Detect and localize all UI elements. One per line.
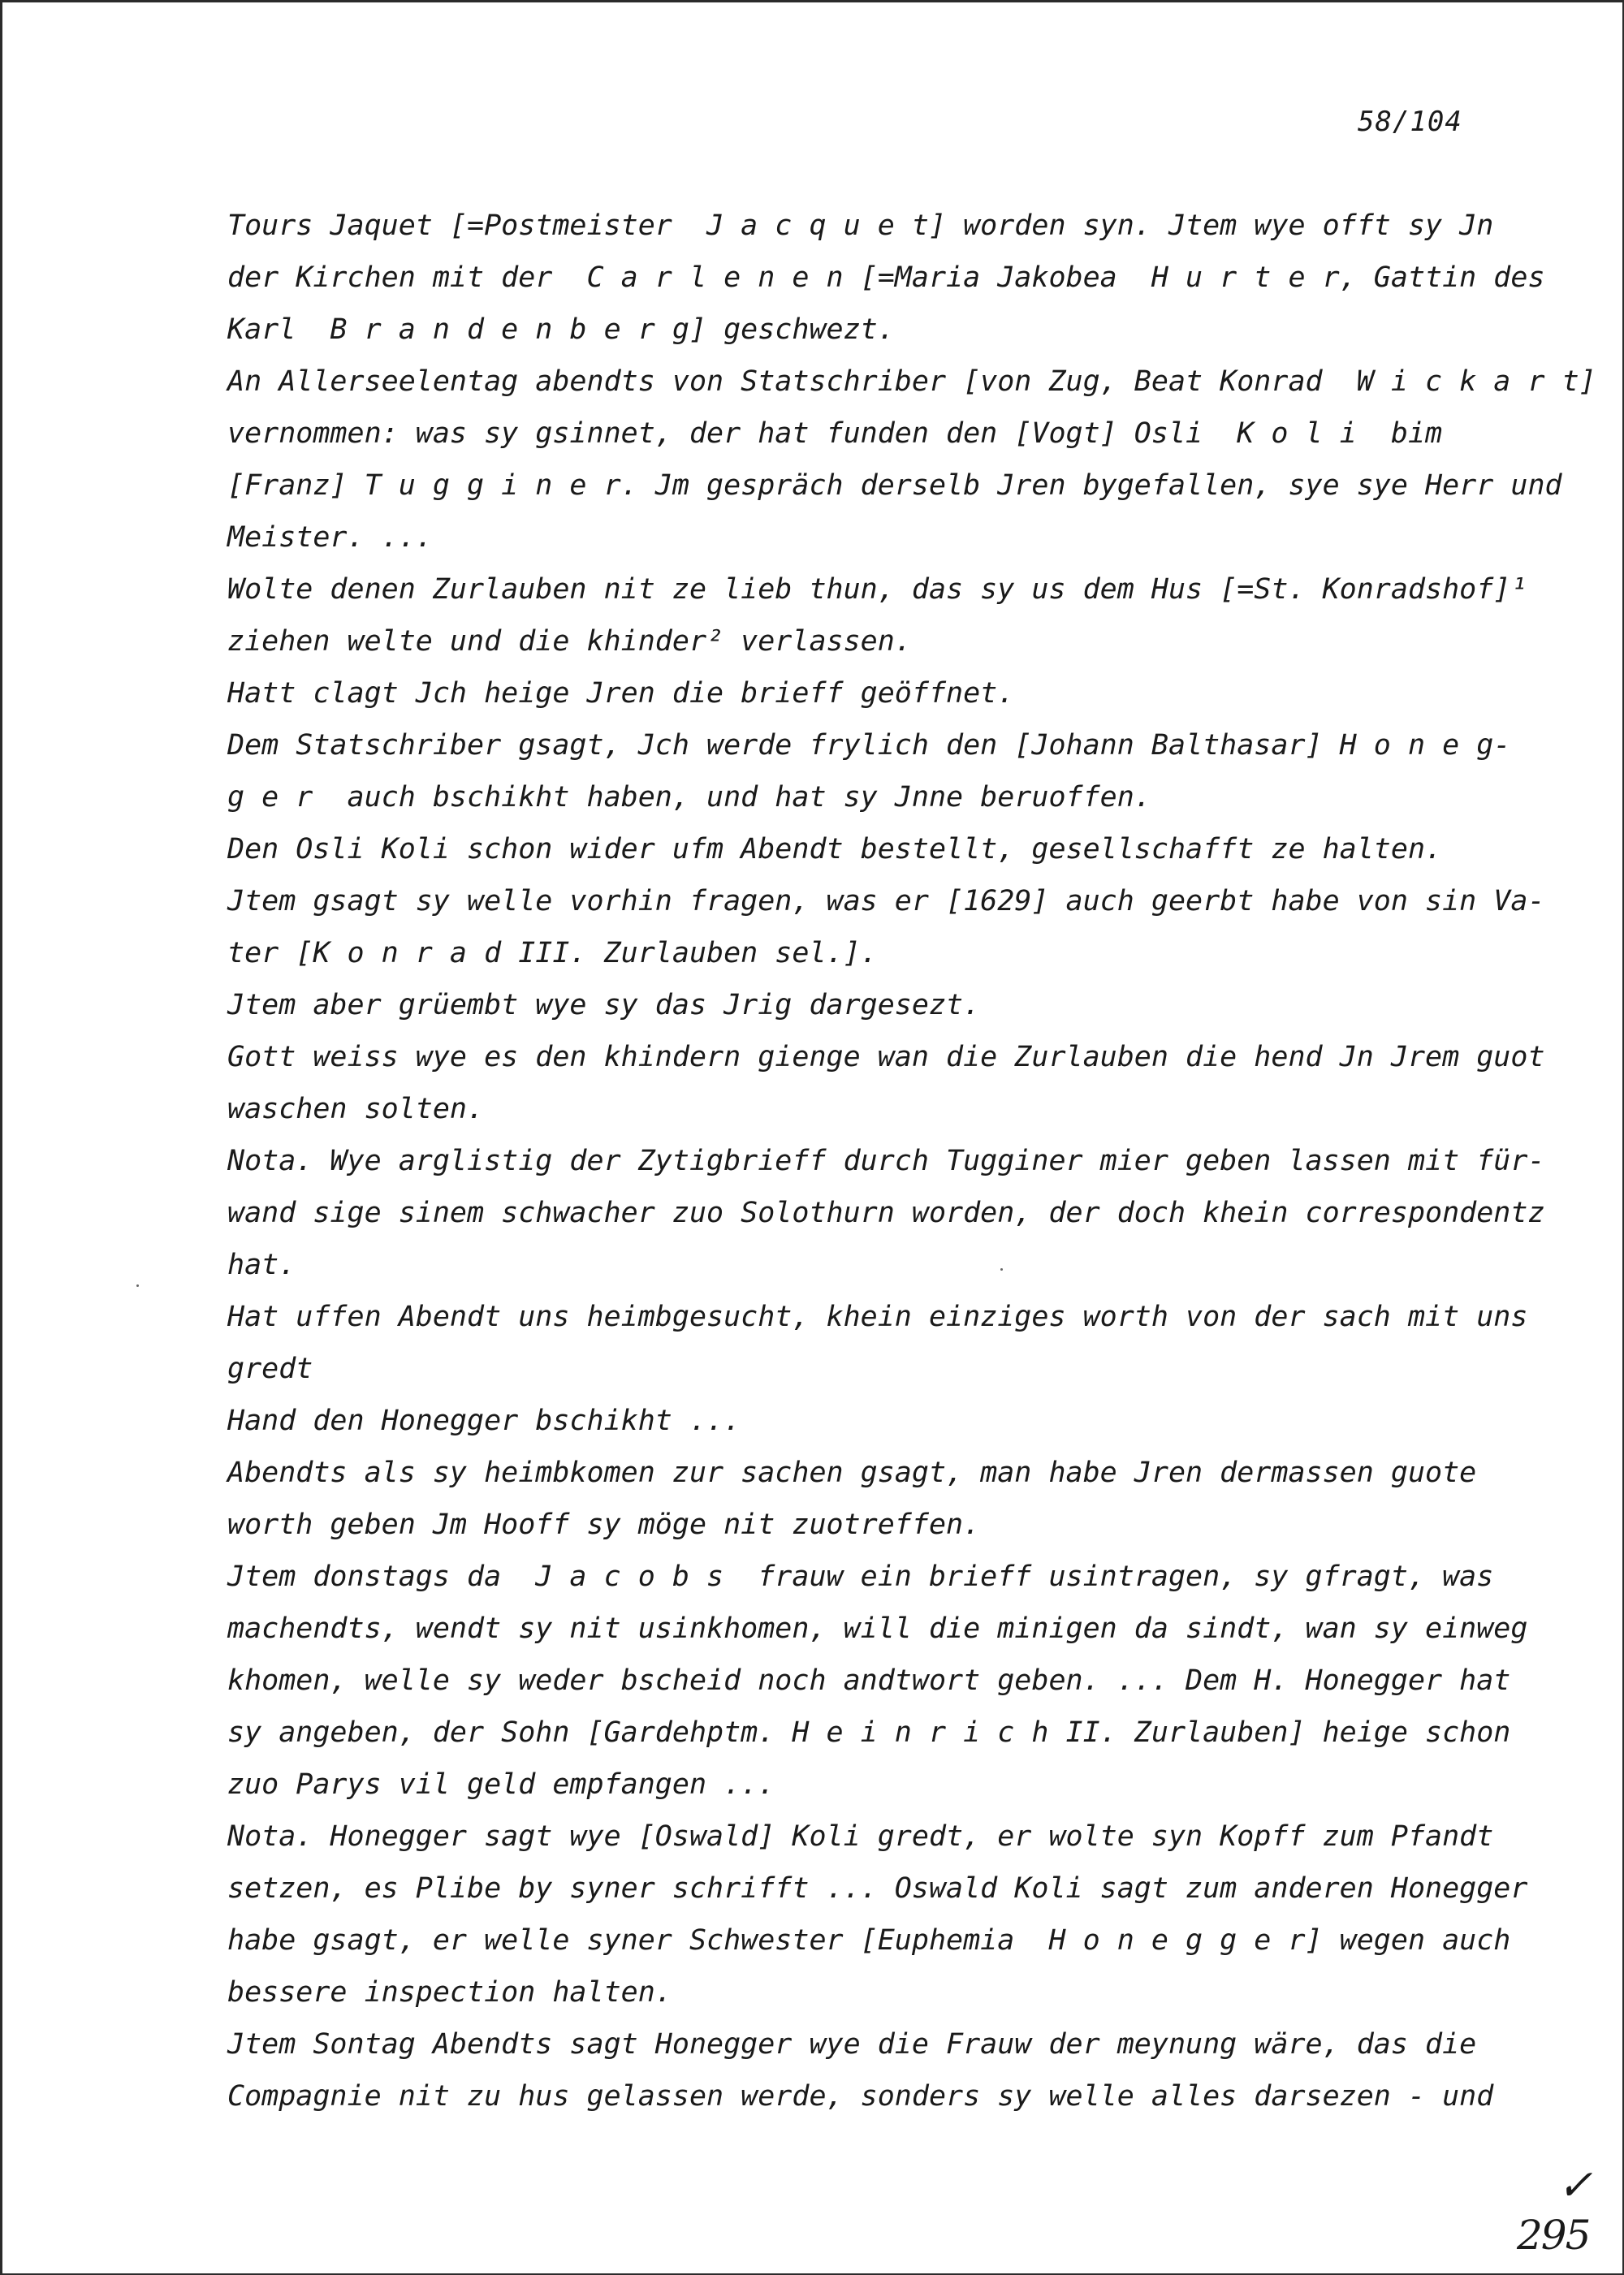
page-number: 58/104 xyxy=(1358,106,1462,138)
text-line: Meister. ... xyxy=(227,521,433,554)
text-line: bessere inspection halten. xyxy=(227,1976,672,2009)
text-line: gredt xyxy=(227,1353,313,1385)
text-line: Nota. Honegger sagt wye [Oswald] Koli gredt, er wolte syn Kopff zum Pfandt xyxy=(227,1820,1494,1853)
scan-edge-left xyxy=(0,0,2,2275)
scan-edge-top xyxy=(0,0,1624,2)
text-line: Nota. Wye arglistig der Zytigbrieff durch Tugginer mier geben lassen mit für- xyxy=(227,1145,1545,1177)
text-line: zuo Parys vil geld empfangen ... xyxy=(227,1768,775,1801)
text-line: waschen solten. xyxy=(227,1093,485,1125)
text-line: Wolte denen Zurlauben nit ze lieb thun, das sy us dem Hus [=St. Konradshof]¹ xyxy=(227,573,1528,606)
text-line: worth geben Jm Hooff sy möge nit zuotreffen. xyxy=(227,1509,981,1541)
text-line: ter [K o n r a d III. Zurlauben sel.]. xyxy=(227,937,878,969)
text-line: Jtem aber grüembt wye sy das Jrig dargesezt. xyxy=(227,989,981,1021)
handwritten-folio-number: 295 xyxy=(1517,2212,1590,2259)
text-line: der Kirchen mit der C a r l e n e n [=Maria Jakobea H u r t e r, Gattin des xyxy=(227,261,1545,294)
text-line: Den Osli Koli schon wider ufm Abendt bestellt, gesellschafft ze halten. xyxy=(227,833,1443,866)
text-line: Abendts als sy heimbkomen zur sachen gsagt, man habe Jren dermassen guote xyxy=(227,1457,1477,1489)
text-line: habe gsagt, er welle syner Schwester [Euphemia H o n e g g e r] wegen auch xyxy=(227,1924,1511,1957)
text-line: Hat uffen Abendt uns heimbgesucht, khein einziges worth von der sach mit uns xyxy=(227,1301,1528,1333)
text-line: Jtem gsagt sy welle vorhin fragen, was er [1629] auch geerbt habe von sin Va- xyxy=(227,885,1545,917)
text-line: An Allerseelentag abendts von Statschriber [von Zug, Beat Konrad W i c k a r t] xyxy=(227,365,1596,398)
margin-speck xyxy=(1000,1268,1003,1271)
text-line: Compagnie nit zu hus gelassen werde, sonders sy welle alles darsezen - und xyxy=(227,2080,1494,2113)
text-line: ziehen welte und die khinder² verlassen. xyxy=(227,625,912,658)
text-line: vernommen: was sy gsinnet, der hat funden den [Vogt] Osli K o l i bim xyxy=(227,417,1443,450)
text-line: sy angeben, der Sohn [Gardehptm. H e i n r i c h II. Zurlauben] heige schon xyxy=(227,1716,1511,1749)
text-line: Karl B r a n d e n b e r g] geschwezt. xyxy=(227,313,895,346)
text-line: Hatt clagt Jch heige Jren die brieff geöffnet. xyxy=(227,677,1015,710)
text-line: Dem Statschriber gsagt, Jch werde frylich den [Johann Balthasar] H o n e g- xyxy=(227,729,1511,762)
text-line: wand sige sinem schwacher zuo Solothurn worden, der doch khein correspondentz xyxy=(227,1197,1545,1229)
text-line: khomen, welle sy weder bscheid noch andtwort geben. ... Dem H. Honegger hat xyxy=(227,1664,1511,1697)
text-line: machendts, wendt sy nit usinkhomen, will die minigen da sindt, wan sy einweg xyxy=(227,1612,1528,1645)
margin-speck xyxy=(136,1284,139,1287)
text-line: hat. xyxy=(227,1249,296,1281)
text-line: g e r auch bschikht haben, und hat sy Jnne beruoffen. xyxy=(227,781,1151,814)
text-line: Jtem donstags da J a c o b s frauw ein brieff usintragen, sy gfragt, was xyxy=(227,1561,1494,1593)
text-line: Tours Jaquet [=Postmeister J a c q u e t] worden syn. Jtem wye offt sy Jn xyxy=(227,209,1494,242)
text-line: setzen, es Plibe by syner schrifft ... Oswald Koli sagt zum anderen Honegger xyxy=(227,1872,1528,1905)
text-line: Gott weiss wye es den khindern gienge wan die Zurlauben die hend Jn Jrem guot xyxy=(227,1041,1545,1073)
handwritten-checkmark: ✓ xyxy=(1557,2161,1593,2210)
text-line: [Franz] T u g g i n e r. Jm gespräch derselb Jren bygefallen, sye sye Herr und xyxy=(227,469,1562,502)
text-line: Jtem Sontag Abendts sagt Honegger wye die Frauw der meynung wäre, das die xyxy=(227,2028,1477,2061)
text-line: Hand den Honegger bschikht ... xyxy=(227,1405,741,1437)
